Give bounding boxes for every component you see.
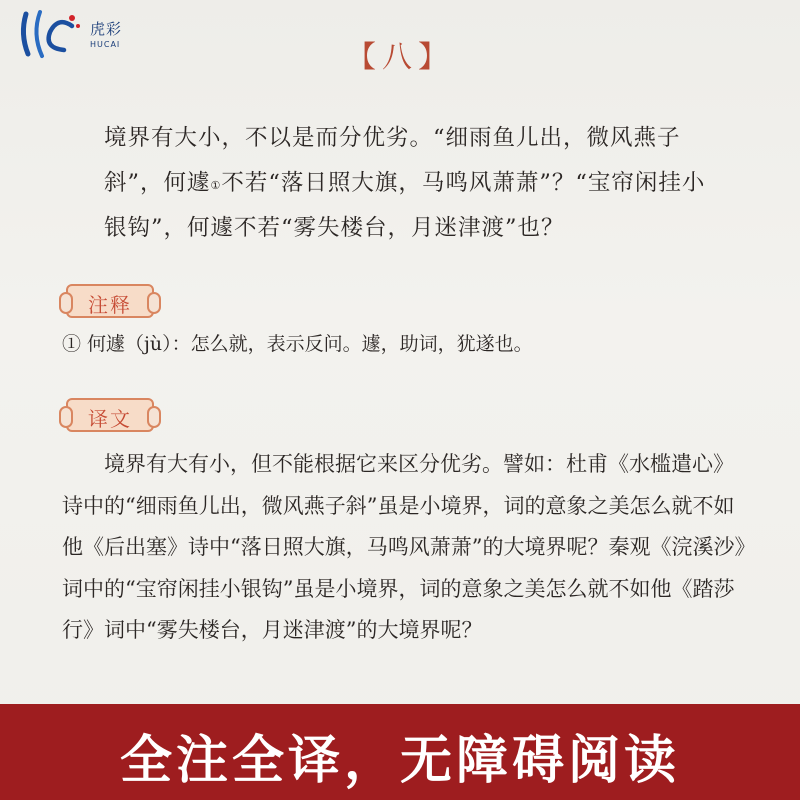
notes-heading: 注释	[88, 293, 132, 317]
note-text: ① 何遽（jù）：怎么就，表示反问。遽，助词，犹遂也。	[62, 333, 533, 355]
original-line: 银钩”，何遽不若“雾失楼台，月迷津渡”也？	[104, 215, 565, 241]
logo-chinese-text: 虎彩	[90, 20, 123, 38]
translation-heading: 译文	[88, 407, 132, 431]
chapter-title: 【八】	[346, 40, 454, 75]
footnote-marker: ①	[210, 179, 222, 192]
notes-heading-badge	[66, 284, 154, 318]
translation-heading-badge	[66, 398, 154, 432]
logo-english-text: HUCAI	[90, 40, 121, 49]
original-line: 斜”，何遽①不若“落日照大旗，马鸣风萧萧”？“宝帘闲挂小	[104, 170, 706, 196]
promo-banner-text: 全注全译，无障碍阅读	[119, 731, 680, 791]
translation-paragraph: 境界有大有小，但不能根据它来区分优劣。譬如：杜甫《水槛遣心》诗中的“细雨鱼儿出，微风燕子斜”虽是小境界，词的意象之美怎么就不如他《后出塞》诗中“落日照大旗，马鸣风萧萧”的大境界呢？秦观《浣溪沙》词中的“宝帘闲挂小银钩”虽是小境界，词的意象之美怎么就不如他《踏莎行》词中“雾失楼台，月迷津渡”的大境界呢？	[62, 452, 745, 642]
original-text	[104, 116, 744, 251]
translation-body	[62, 444, 752, 652]
promo-banner	[0, 704, 800, 800]
original-line: 境界有大小，不以是而分优劣。“细雨鱼儿出，微风燕子	[104, 125, 681, 151]
